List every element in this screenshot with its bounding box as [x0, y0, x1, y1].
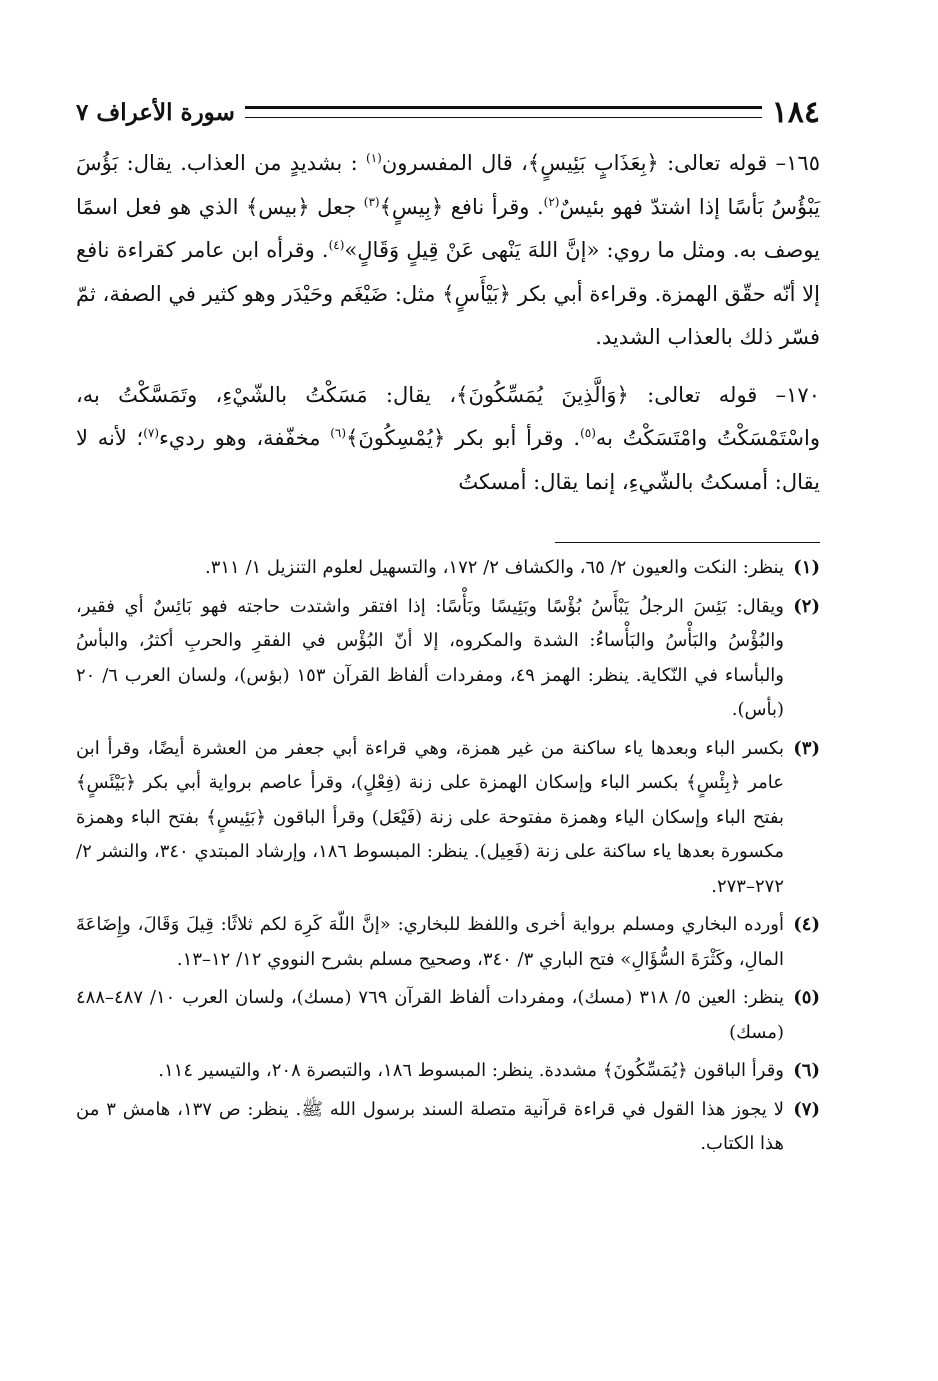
paragraph-verse-165: [76, 142, 820, 360]
footnote-ref-6[interactable]: (٦): [330, 426, 347, 440]
footnote-5: [76, 981, 820, 1050]
footnote-ref-4[interactable]: (٤): [328, 238, 345, 252]
text-run: : بشديدٍ من العذاب. يقال: بَؤُسَ يَبْؤُسُ بَأسًا إذا اشتدّ فهو بئيسٌ: [76, 151, 820, 219]
footnote-text: لا يجوز هذا القول في قراءة قرآنية متصلة السند برسول الله ﷺ. ينظر: ص ١٣٧، هامش ٣ من هذا الكتاب.: [76, 1098, 784, 1154]
text-run: . وقرأ نافع ﴿بِيسٍ﴾: [379, 194, 544, 219]
footnote-separator: [555, 542, 820, 543]
footnotes: [76, 551, 820, 1162]
text-run: جعل ﴿بيس﴾ الذي هو فعل اسمًا يوصف به. ومثل ما روي: «إنَّ اللهَ يَنْهى عَنْ قِيلٍ وَقَالٍ»: [76, 194, 820, 262]
footnote-ref-1[interactable]: (١): [366, 151, 382, 165]
paragraph-verse-170: [76, 374, 820, 505]
footnote-number: (٦): [793, 1060, 820, 1081]
text-run: . وقرأه ابن عامر كقراءة نافع إلا أنّه حقّق الهمزة. وقراءة أبي بكر ﴿بَيْأَسٍ﴾ مثل: ضَيْغَم وحَيْدَر وهو كثير في الصفة، ثمّ فسّر ذلك بالعذاب الشديد.: [76, 238, 820, 349]
page-header: [76, 92, 820, 132]
header-rule: [245, 106, 762, 118]
text-run: ؛ لأنه لا يقال: أمسكتُ بالشّيءِ، إنما يقال: أمسكتُ: [76, 426, 820, 494]
footnote-7: [76, 1093, 820, 1162]
footnote-4: [76, 908, 820, 977]
text-run: مخفّفة، وهو رديء: [159, 426, 331, 450]
footnote-text: ويقال: بَئِسَ الرجلُ يَبْأَسُ بُؤْسًا وبَئِيسًا وبَأْسًا: إذا افتقر واشتدت حاجته فهو بَائِسٌ أي فقير، والبُؤْسُ والبَأْسُ والبَأْساءُ: الشدة والمكروه، إلا أنّ البُؤْس في الفقرِ والحربِ أكثرُ، والبأسُ والبأساء في النّكاية. ينظر: الهمز ٤٩، ومفردات ألفاظ القرآن ١٥٣ (بؤس)، ولسان العرب ٦/ ٢٠ (بأس).: [76, 595, 784, 720]
footnote-text: ينظر: النكت والعيون ٢/ ٦٥، والكشاف ٢/ ١٧٢، والتسهيل لعلوم التنزيل ١/ ٣١١.: [204, 557, 784, 578]
footnote-number: (٢): [793, 595, 820, 617]
text-run: . وقرأ أبو بكر ﴿يُمْسِكُونَ﴾: [346, 426, 581, 450]
text-run: ١٧٠– قوله تعالى: ﴿وَالَّذِينَ يُمَسِّكُونَ﴾، يقال: مَسَكْتُ بالشّيْءِ، وتَمَسَّكْتُ به، واسْتَمْسَكْتُ وامْتَسَكْتُ به: [76, 382, 820, 450]
footnote-ref-2[interactable]: (٢): [543, 194, 560, 209]
footnote-2: [76, 590, 820, 728]
footnote-1: [76, 551, 820, 586]
footnote-text: بكسر الباء وبعدها ياء ساكنة من غير همزة، وهي قراءة أبي جعفر من العشرة أيضًا، وقرأ ابن عامر ﴿بِئْسٍ﴾ بكسر الباء وإسكان الهمزة على زنة (فِعْلٍ)، وقرأ عاصم برواية أبي بكر ﴿بَيْئَسٍ﴾ بفتح الباء وإسكان الياء وهمزة مفتوحة على زنة (فَيْعَل) وقرأ الباقون ﴿بَئِيسٍ﴾ بفتح الباء وهمزة مكسورة بعدها ياء ساكنة على زنة (فَعِيل). ينظر: المبسوط ١٨٦، وإرشاد المبتدي ٣٤٠، والنشر ٢/ ٢٧٢–٢٧٣.: [76, 737, 784, 897]
footnote-text: أورده البخاري ومسلم برواية أخرى واللفظ للبخاري: «إنَّ اللّهَ كَرِهَ لكم ثلاثًا: قِيلَ وَقَالَ، وإِضَاعَةَ المالِ، وكَثْرَةَ السُّؤَالِ» فتح الباري ٣/ ٣٤٠، وصحيح مسلم بشرح النووي ١٢/ ١٢–١٣.: [76, 914, 784, 970]
main-text: [76, 142, 820, 504]
footnote-number: (٥): [793, 987, 820, 1008]
footnote-number: (١): [793, 557, 820, 578]
page-number: ١٨٤: [771, 94, 820, 130]
footnote-text: وقرأ الباقون ﴿يُمَسِّكُونَ﴾ مشددة. ينظر: المبسوط ١٨٦، والتبصرة ٢٠٨، والتيسير ١١٤.: [158, 1060, 784, 1081]
footnote-6: [76, 1054, 820, 1089]
sura-title: سورة الأعراف ٧: [76, 98, 235, 126]
footnote-3: [76, 732, 820, 905]
footnote-number: (٤): [793, 914, 820, 935]
footnote-number: (٧): [793, 1098, 820, 1120]
footnote-ref-5[interactable]: (٥): [580, 426, 596, 440]
footnote-text: ينظر: العين ٥/ ٣١٨ (مسك)، ومفردات ألفاظ القرآن ٧٦٩ (مسك)، ولسان العرب ١٠/ ٤٨٧–٤٨٨ (مسك): [76, 987, 784, 1043]
text-run: ١٦٥– قوله تعالى: ﴿بِعَذَابٍ بَئِيسٍ﴾، قال المفسرون: [381, 151, 820, 175]
footnote-ref-7[interactable]: (٧): [143, 426, 160, 440]
footnote-ref-3[interactable]: (٣): [363, 194, 380, 209]
footnote-number: (٣): [793, 737, 820, 759]
